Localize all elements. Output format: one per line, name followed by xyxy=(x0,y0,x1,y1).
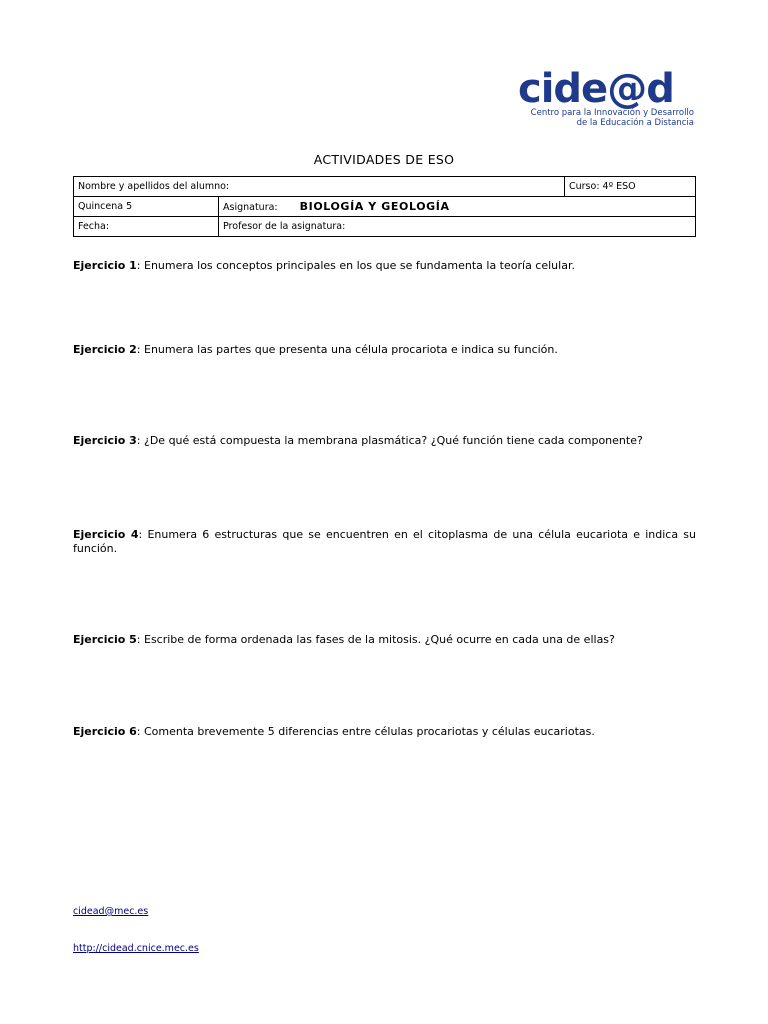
exercise-5 xyxy=(73,633,696,647)
exercise-text: : Enumera 6 estructuras que se encuentren en el citoplasma de una célula eucariota e indica su función. xyxy=(73,528,696,555)
page-title: ACTIVIDADES DE ESO xyxy=(313,152,455,167)
logo-word-start: cide xyxy=(518,66,608,112)
exercise-4 xyxy=(73,528,696,555)
exercise-label: Ejercicio 2 xyxy=(73,343,137,356)
cidead-logo xyxy=(518,68,698,132)
student-info-table xyxy=(73,176,696,237)
date-field[interactable] xyxy=(74,217,219,237)
exercise-text: : Enumera los conceptos principales en los que se fundamenta la teoría celular. xyxy=(136,259,575,272)
subject-label: Asignatura: xyxy=(223,202,278,213)
logo-subtitle-line1: Centro para la Innovación y Desarrollo xyxy=(530,108,694,118)
exercise-label: Ejercicio 6 xyxy=(73,725,137,738)
exercise-label: Ejercicio 3 xyxy=(73,434,137,447)
exercise-label: Ejercicio 5 xyxy=(73,633,137,646)
exercise-3 xyxy=(73,434,696,448)
exercise-text: : Comenta brevemente 5 diferencias entre células procariotas y células eucariotas. xyxy=(136,725,595,738)
subject-field xyxy=(219,197,696,217)
exercise-text: : Enumera las partes que presenta una célula procariota e indica su función. xyxy=(136,343,558,356)
exercise-1 xyxy=(73,259,696,273)
logo-wordmark xyxy=(518,68,698,110)
logo-subtitle-line2: de la Educación a Distancia xyxy=(576,118,694,128)
logo-subtitle xyxy=(531,108,694,128)
date-label: Fecha: xyxy=(78,221,110,232)
info-row xyxy=(74,197,696,217)
exercise-6 xyxy=(73,725,696,739)
website-link[interactable]: http://cidead.cnice.mec.es xyxy=(73,943,199,954)
logo-word-end: d xyxy=(646,66,674,112)
exercise-label: Ejercicio 1 xyxy=(73,259,137,272)
teacher-label: Profesor de la asignatura: xyxy=(223,221,346,232)
quincena-field xyxy=(74,197,219,217)
student-name-label: Nombre y apellidos del alumno: xyxy=(78,181,230,192)
logo-at-symbol: @ xyxy=(607,66,647,112)
course-label: Curso: 4º ESO xyxy=(569,181,636,192)
email-link[interactable]: cidead@mec.es xyxy=(73,906,149,917)
exercise-text: : ¿De qué está compuesta la membrana plasmática? ¿Qué función tiene cada componente? xyxy=(136,434,643,447)
quincena-label: Quincena 5 xyxy=(78,201,133,212)
teacher-field[interactable] xyxy=(219,217,696,237)
info-row xyxy=(74,217,696,237)
student-name-field[interactable] xyxy=(74,177,565,197)
exercise-text: : Escribe de forma ordenada las fases de la mitosis. ¿Qué ocurre en cada una de ellas? xyxy=(136,633,615,646)
info-row xyxy=(74,177,696,197)
exercise-2 xyxy=(73,343,696,357)
exercise-label: Ejercicio 4 xyxy=(73,528,139,541)
subject-value: BIOLOGÍA Y GEOLOGÍA xyxy=(299,200,450,213)
course-field xyxy=(565,177,696,197)
